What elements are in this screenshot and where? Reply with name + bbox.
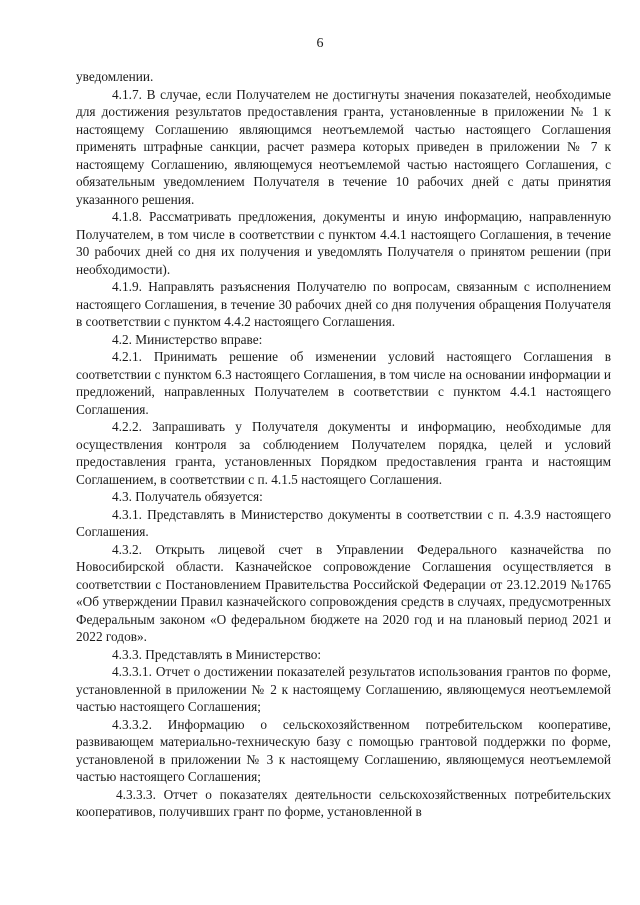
paragraph-4-3-3-3: 4.3.3.3. Отчет о показателях деятельности сельскохозяйственных потребительских кооперативов, получивших грант по форме, установленной в <box>76 786 611 819</box>
paragraph-4-3-3-2: 4.3.3.2. Информацию о сельскохозяйственном потребительском кооперативе, развивающем материально-техническую базу с помощью грантовой поддержки по форме, установленой в приложении № 3 к настоящему Соглашению, являющемуся неотъемлемой частью настоящего Соглашения; <box>76 716 611 784</box>
paragraph-4-3: 4.3. Получатель обязуется: <box>112 489 263 504</box>
paragraph-4-1-9: 4.1.9. Направлять разъяснения Получателю по вопросам, связанным с исполнением настоящего Соглашения, в течение 30 рабочих дней со дня получения обращения Получателя в соответствии с пунктом 4.4.2 настоящего Соглашения. <box>76 279 611 329</box>
paragraph-4-2: 4.2. Министерство вправе: <box>112 331 263 347</box>
document-body <box>76 68 611 821</box>
paragraph-4-3-2: 4.3.2. Открыть лицевой счет в Управлении Федерального казначейства по Новосибирской области. Казначейское сопровождение Соглашения осуществляется в соответствии с Постановлением Правительства Российской Федерации от 23.12.2019 №1765 «Об утверждении Правил казначейского сопровождения средств в случаях, предусмотренных Федеральным законом «О федеральном бюджете на 2020 год и на плановый период 2021 и 2022 годов». <box>76 541 611 644</box>
paragraph-4-2-2: 4.2.2. Запрашивать у Получателя документы и информацию, необходимые для осуществления контроля за соблюдением Получателем порядка, целей и условий предоставления гранта, установленных Порядком предоставления гранта и настоящим Соглашением, в соответствии с п. 4.1.5 настоящего Соглашения. <box>76 419 611 487</box>
page-number: 6 <box>316 36 324 51</box>
paragraph-4-3-3-1: 4.3.3.1. Отчет о достижении показателей результатов использования грантов по форме, установленной в приложении № 2 к настоящему Соглашению, являющемуся неотъемлемой частью настоящего Соглашения; <box>76 664 611 714</box>
paragraph-4-1-8: 4.1.8. Рассматривать предложения, документы и иную информацию, направленную Получателем, в том числе в соответствии с пунктом 4.4.1 настоящего Соглашения, в течение 30 рабочих дней со дня их получения и уведомлять Получателя о принятом решении (при необходимости). <box>76 209 611 277</box>
paragraph-4-3-1: 4.3.1. Представлять в Министерство документы в соответствии с п. 4.3.9 настоящего Соглашения. <box>76 506 611 539</box>
paragraph-continuation: уведомлении. <box>76 69 154 84</box>
paragraph-4-1-7: 4.1.7. В случае, если Получателем не достигнуты значения показателей, необходимые для достижения результатов предоставления гранта, установленные в приложении № 1 к настоящему Соглашению являющимся неотъемлемой частью настоящего Соглашения применять штрафные санкции, расчет размера которых приведен в приложении № 7 к настоящему Соглашению, являющемуся неотъемлемой частью настоящего Соглашения, с обязательным уведомлением Получателя в течение 10 рабочих дней с даты принятия указанного решения. <box>76 86 611 207</box>
paragraph-4-2-1: 4.2.1. Принимать решение об изменении условий настоящего Соглашения в соответствии с пунктом 6.3 настоящего Соглашения, в том числе на основании информации и предложений, направленных Получателем в соответствии с пунктом 4.4.1 настоящего Соглашения. <box>76 349 611 417</box>
paragraph-4-3-3: 4.3.3. Представлять в Министерство: <box>112 646 322 662</box>
